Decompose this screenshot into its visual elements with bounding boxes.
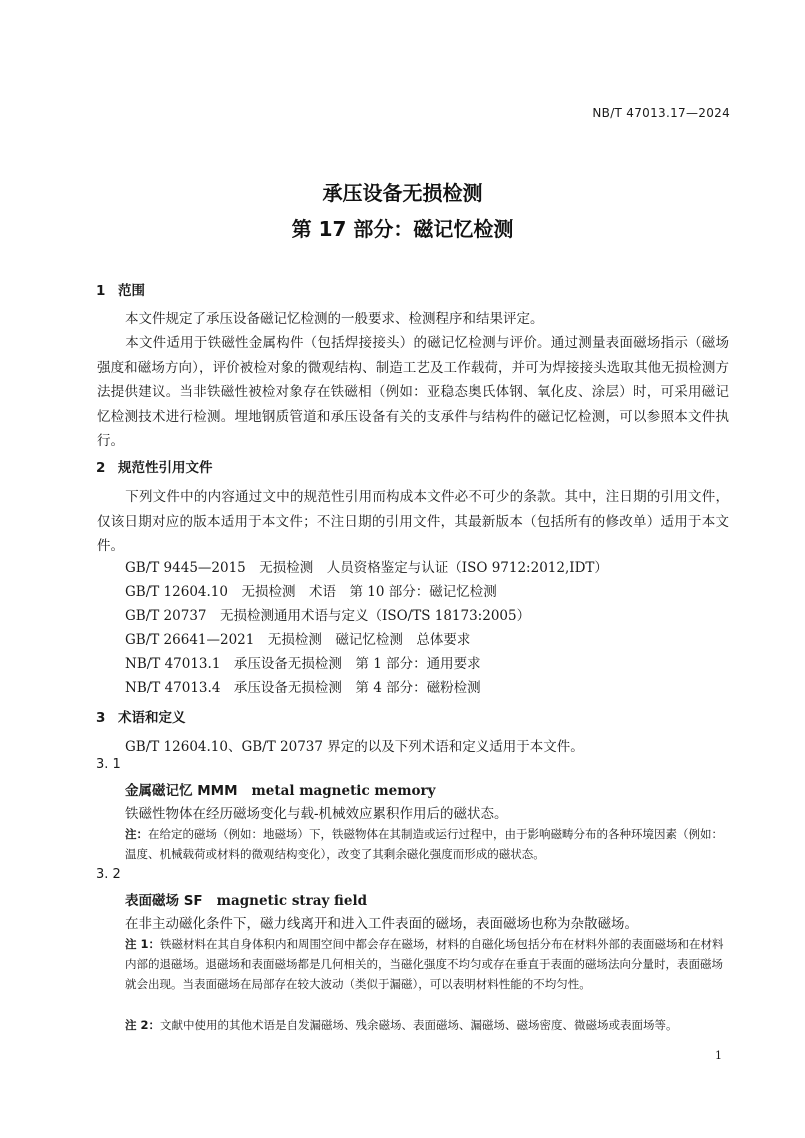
term-zh: 金属磁记忆 MMM <box>125 783 238 799</box>
paragraph: GB/T 12604.10、GB/T 20737 界定的以及下列术语和定义适用于本文件。 <box>125 739 584 755</box>
note-text: 铁磁材料在其自身体积内和周围空间中都会存在磁场，材料的自磁化场包括分布在材料外部的表面磁场和在材料内部的退磁场。退磁场和表面磁场都是几何相关的，当磁化强度不均匀或存在垂直于表面的磁场法向分量时，表面磁场就会出现。当表面磁场在局部存在较大波动（类似于漏磁），可以表明材料性能的不均匀性。 <box>125 937 724 991</box>
reference-item: GB/T 26641—2021 无损检测 磁记忆检测 总体要求 <box>125 632 471 648</box>
term-number: 3. 2 <box>96 867 121 882</box>
section-heading-scope <box>96 279 145 299</box>
paragraph: 本文件规定了承压设备磁记忆检测的一般要求、检测程序和结果评定。 <box>125 311 544 327</box>
reference-item: GB/T 20737 无损检测通用术语与定义（ISO/TS 18173:2005） <box>125 608 531 624</box>
term-note <box>125 1015 729 1035</box>
section-heading-normative-references <box>96 456 213 476</box>
paragraph: 下列文件中的内容通过文中的规范性引用而构成本文件必不可少的条款。其中，注日期的引用文件，仅该日期对应的版本适用于本文件；不注日期的引用文件，其最新版本（包括所有的修改单）适用于本文件。 <box>97 489 729 554</box>
section-title: 规范性引用文件 <box>118 460 213 476</box>
reference-item: NB/T 47013.4 承压设备无损检测 第 4 部分：磁粉检测 <box>125 680 481 696</box>
note-text: 在给定的磁场（例如：地磁场）下，铁磁物体在其制造或运行过程中，由于影响磁畴分布的各种环境因素（例如：温度、机械载荷或材料的微观结构变化），改变了其剩余磁化强度而形成的磁状态。 <box>125 827 723 861</box>
note-label: 注 2： <box>125 1018 161 1032</box>
term-definition: 铁磁性物体在经历磁场变化与载-机械效应累积作用后的磁状态。 <box>125 806 508 822</box>
document-title-line1: 承压设备无损检测 <box>322 181 483 205</box>
section-number: 3 <box>96 710 106 726</box>
term-heading <box>125 889 367 909</box>
section-title: 范围 <box>118 283 145 299</box>
term-en: magnetic stray field <box>216 893 368 909</box>
note-label: 注： <box>125 827 148 841</box>
note-text: 文献中使用的其他术语是自发漏磁场、残余磁场、表面磁场、漏磁场、磁场密度、微磁场或表面场等。 <box>160 1018 678 1032</box>
term-zh: 表面磁场 SF <box>125 893 203 909</box>
section-number: 1 <box>96 283 106 299</box>
page-number: 1 <box>715 1049 722 1062</box>
document-title-line2: 第 17 部分：磁记忆检测 <box>291 217 514 241</box>
reference-item: GB/T 9445—2015 无损检测 人员资格鉴定与认证（ISO 9712:2012,IDT） <box>125 560 608 576</box>
section-heading-terms <box>96 706 186 726</box>
section-title: 术语和定义 <box>118 710 186 726</box>
standard-code: NB/T 47013.17—2024 <box>592 106 730 120</box>
paragraph: 本文件适用于铁磁性金属构件（包括焊接接头）的磁记忆检测与评价。通过测量表面磁场指示（磁场强度和磁场方向），评价被检对象的微观结构、制造工艺及工作载荷，并可为焊接接头选取其他无损检测方法提供建议。当非铁磁性被检对象存在铁磁相（例如：亚稳态奥氏体钢、氧化皮、涂层）时，可采用磁记忆检测技术进行检测。埋地钢质管道和承压设备有关的支承件与结构件的磁记忆检测，可以参照本文件执行。 <box>97 335 729 449</box>
term-number: 3. 1 <box>96 757 121 772</box>
reference-item: NB/T 47013.1 承压设备无损检测 第 1 部分：通用要求 <box>125 656 481 672</box>
term-note <box>125 934 729 994</box>
section-number: 2 <box>96 460 106 476</box>
term-en: metal magnetic memory <box>251 783 436 799</box>
term-definition: 在非主动磁化条件下，磁力线离开和进入工件表面的磁场，表面磁场也称为杂散磁场。 <box>125 916 638 932</box>
term-heading <box>125 779 435 799</box>
term-note <box>125 824 733 864</box>
note-label: 注 1： <box>125 937 161 951</box>
reference-item: GB/T 12604.10 无损检测 术语 第 10 部分：磁记忆检测 <box>125 584 497 600</box>
